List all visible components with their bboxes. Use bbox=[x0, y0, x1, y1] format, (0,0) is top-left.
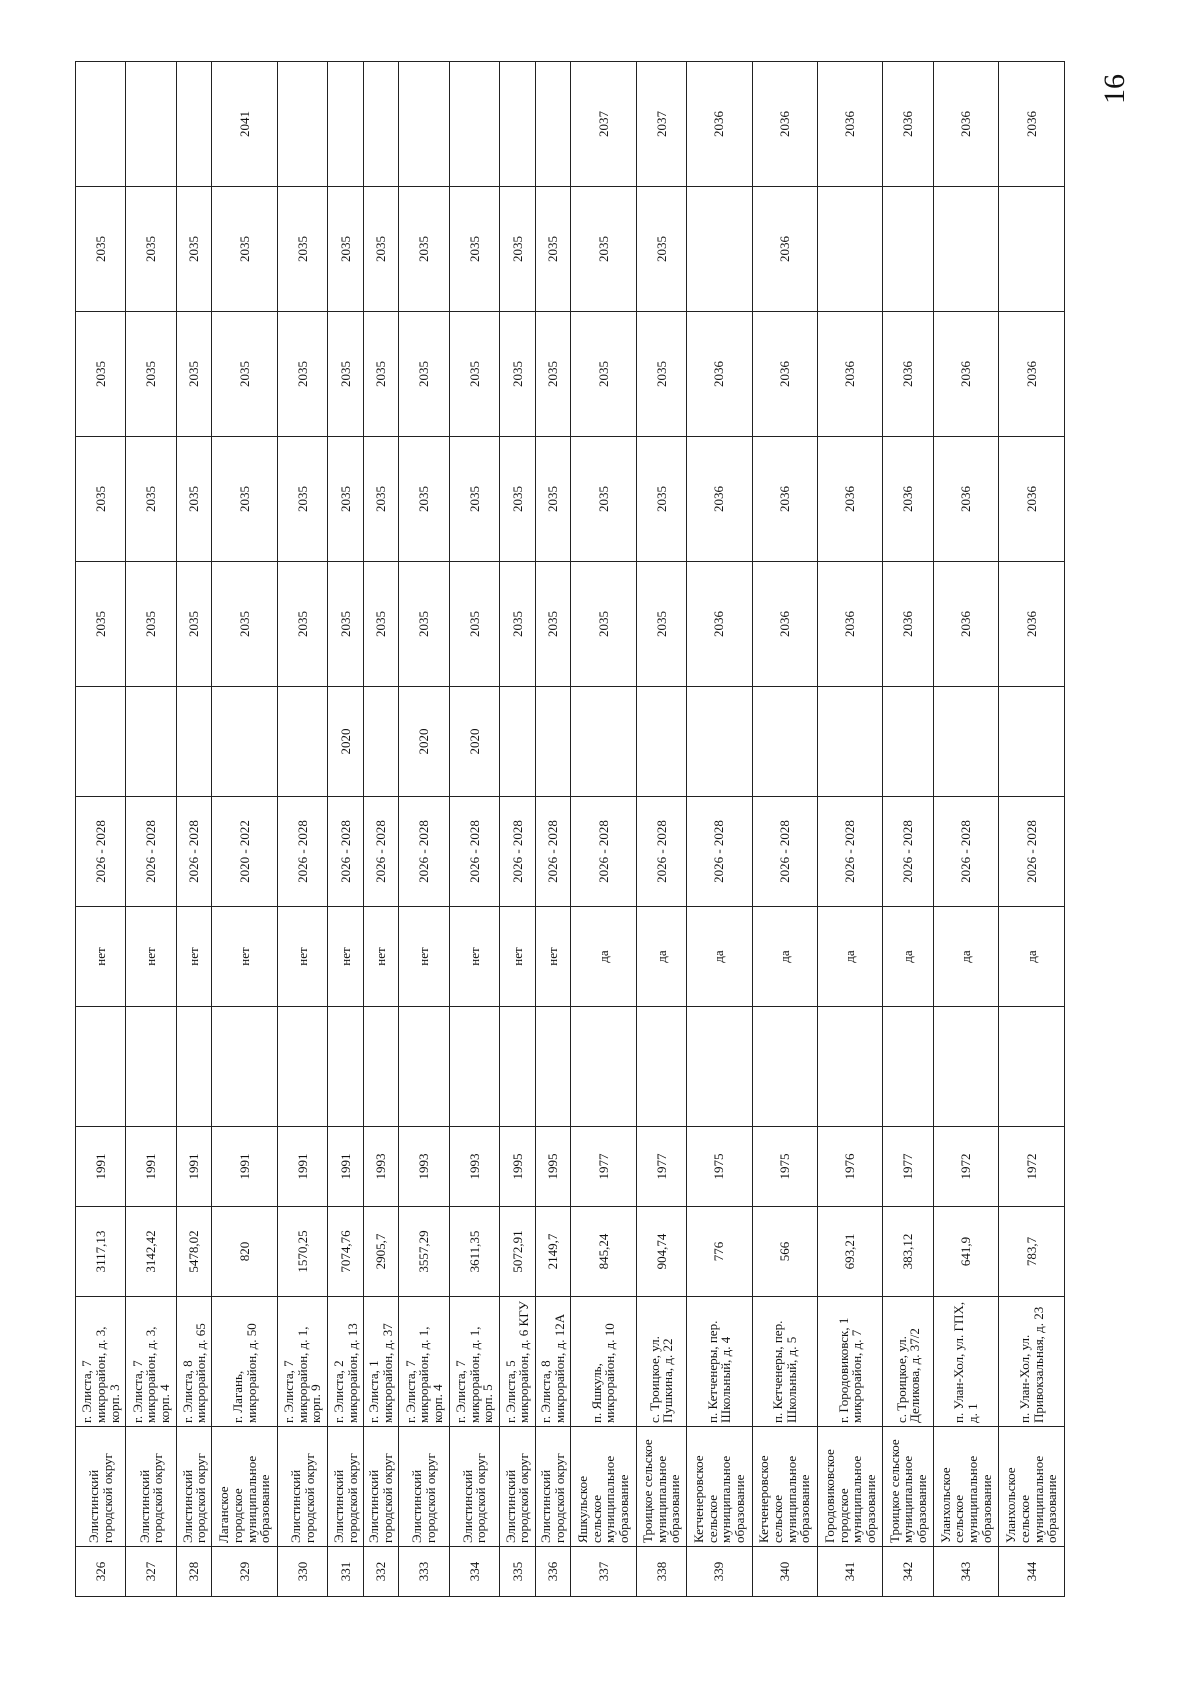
flag-cell: нет bbox=[212, 907, 277, 1007]
plan-year-cell-4: 2035 bbox=[328, 187, 363, 312]
plan-year-cell-4: 2035 bbox=[363, 187, 398, 312]
period-cell: 2026 - 2028 bbox=[449, 797, 499, 907]
row-number: 336 bbox=[535, 1547, 570, 1597]
plan-year-cell-4 bbox=[817, 187, 882, 312]
period-cell: 2026 - 2028 bbox=[883, 797, 933, 907]
period-cell: 2026 - 2028 bbox=[817, 797, 882, 907]
registry-table-container bbox=[75, 62, 1065, 1597]
plan-year-cell-5: 2036 bbox=[817, 62, 882, 187]
plan-year-cell-3: 2035 bbox=[571, 312, 636, 437]
row-number: 334 bbox=[449, 1547, 499, 1597]
construction-year-cell: 1993 bbox=[399, 1127, 449, 1207]
flag-cell: да bbox=[636, 907, 686, 1007]
plan-year-cell-3: 2036 bbox=[817, 312, 882, 437]
plan-year-cell-1: 2036 bbox=[883, 562, 933, 687]
plan-year-cell-1: 2035 bbox=[328, 562, 363, 687]
row-number: 342 bbox=[883, 1547, 933, 1597]
table-row bbox=[933, 62, 998, 1597]
table-row bbox=[752, 62, 817, 1597]
municipality-cell: Троицкое сельское муниципальное образование bbox=[883, 1427, 933, 1547]
construction-year-cell: 1991 bbox=[76, 1127, 126, 1207]
flag-cell: нет bbox=[363, 907, 398, 1007]
year-2020-cell bbox=[212, 687, 277, 797]
plan-year-cell-3: 2035 bbox=[535, 312, 570, 437]
table-row bbox=[883, 62, 933, 1597]
plan-year-cell-5: 2041 bbox=[212, 62, 277, 187]
empty-cell bbox=[571, 1007, 636, 1127]
table-row bbox=[176, 62, 211, 1597]
municipality-cell: Элистинский городской округ bbox=[126, 1427, 176, 1547]
plan-year-cell-5: 2037 bbox=[571, 62, 636, 187]
area-cell: 693,21 bbox=[817, 1207, 882, 1297]
plan-year-cell-2: 2035 bbox=[126, 437, 176, 562]
construction-year-cell: 1995 bbox=[500, 1127, 535, 1207]
municipality-cell: Элистинский городской округ bbox=[277, 1427, 327, 1547]
municipality-cell: Яшкульское сельское муниципальное образование bbox=[571, 1427, 636, 1547]
period-cell: 2026 - 2028 bbox=[328, 797, 363, 907]
flag-cell: нет bbox=[76, 907, 126, 1007]
plan-year-cell-4 bbox=[999, 187, 1065, 312]
plan-year-cell-2: 2035 bbox=[277, 437, 327, 562]
plan-year-cell-2: 2036 bbox=[933, 437, 998, 562]
empty-cell bbox=[126, 1007, 176, 1127]
row-number: 339 bbox=[687, 1547, 752, 1597]
plan-year-cell-1: 2035 bbox=[212, 562, 277, 687]
address-cell: г. Элиста, 7 микрорайон, д. 1, корп. 4 bbox=[399, 1297, 449, 1427]
year-2020-cell bbox=[76, 687, 126, 797]
address-cell: п. Яшкуль, микрорайон, д. 10 bbox=[571, 1297, 636, 1427]
year-2020-cell bbox=[636, 687, 686, 797]
plan-year-cell-3: 2035 bbox=[212, 312, 277, 437]
row-number: 328 bbox=[176, 1547, 211, 1597]
plan-year-cell-2: 2035 bbox=[636, 437, 686, 562]
period-cell: 2026 - 2028 bbox=[687, 797, 752, 907]
municipality-cell: Элистинский городской округ bbox=[399, 1427, 449, 1547]
page-number: 16 bbox=[1098, 74, 1131, 104]
flag-cell: да bbox=[687, 907, 752, 1007]
empty-cell bbox=[176, 1007, 211, 1127]
plan-year-cell-1: 2036 bbox=[933, 562, 998, 687]
period-cell: 2026 - 2028 bbox=[76, 797, 126, 907]
year-2020-cell bbox=[126, 687, 176, 797]
plan-year-cell-2: 2036 bbox=[687, 437, 752, 562]
plan-year-cell-5 bbox=[328, 62, 363, 187]
area-cell: 641,9 bbox=[933, 1207, 998, 1297]
plan-year-cell-3: 2036 bbox=[883, 312, 933, 437]
area-cell: 776 bbox=[687, 1207, 752, 1297]
plan-year-cell-2: 2035 bbox=[399, 437, 449, 562]
area-cell: 5478,02 bbox=[176, 1207, 211, 1297]
plan-year-cell-1: 2036 bbox=[752, 562, 817, 687]
plan-year-cell-2: 2036 bbox=[883, 437, 933, 562]
empty-cell bbox=[933, 1007, 998, 1127]
flag-cell: нет bbox=[535, 907, 570, 1007]
address-cell: г. Элиста, 2 микрорайон, д. 13 bbox=[328, 1297, 363, 1427]
flag-cell: нет bbox=[449, 907, 499, 1007]
period-cell: 2026 - 2028 bbox=[752, 797, 817, 907]
address-cell: п. Кетченеры, пер. Школьный, д. 5 bbox=[752, 1297, 817, 1427]
plan-year-cell-2: 2035 bbox=[176, 437, 211, 562]
area-cell: 7074,76 bbox=[328, 1207, 363, 1297]
period-cell: 2026 - 2028 bbox=[636, 797, 686, 907]
construction-year-cell: 1991 bbox=[328, 1127, 363, 1207]
row-number: 338 bbox=[636, 1547, 686, 1597]
plan-year-cell-5: 2036 bbox=[933, 62, 998, 187]
plan-year-cell-5 bbox=[126, 62, 176, 187]
plan-year-cell-3: 2035 bbox=[449, 312, 499, 437]
row-number: 332 bbox=[363, 1547, 398, 1597]
construction-year-cell: 1977 bbox=[883, 1127, 933, 1207]
period-cell: 2026 - 2028 bbox=[176, 797, 211, 907]
plan-year-cell-2: 2035 bbox=[535, 437, 570, 562]
construction-year-cell: 1993 bbox=[449, 1127, 499, 1207]
empty-cell bbox=[999, 1007, 1065, 1127]
plan-year-cell-1: 2035 bbox=[363, 562, 398, 687]
plan-year-cell-4: 2035 bbox=[636, 187, 686, 312]
plan-year-cell-3: 2035 bbox=[500, 312, 535, 437]
plan-year-cell-3: 2035 bbox=[328, 312, 363, 437]
year-2020-cell bbox=[933, 687, 998, 797]
table-row bbox=[500, 62, 535, 1597]
area-cell: 845,24 bbox=[571, 1207, 636, 1297]
plan-year-cell-5 bbox=[399, 62, 449, 187]
flag-cell: нет bbox=[126, 907, 176, 1007]
construction-year-cell: 1976 bbox=[817, 1127, 882, 1207]
plan-year-cell-4 bbox=[687, 187, 752, 312]
period-cell: 2026 - 2028 bbox=[363, 797, 398, 907]
year-2020-cell bbox=[277, 687, 327, 797]
plan-year-cell-1: 2035 bbox=[399, 562, 449, 687]
empty-cell bbox=[212, 1007, 277, 1127]
plan-year-cell-5: 2036 bbox=[999, 62, 1065, 187]
table-row bbox=[76, 62, 126, 1597]
flag-cell: да bbox=[752, 907, 817, 1007]
table-row bbox=[363, 62, 398, 1597]
row-number: 335 bbox=[500, 1547, 535, 1597]
empty-cell bbox=[277, 1007, 327, 1127]
flag-cell: нет bbox=[277, 907, 327, 1007]
flag-cell: нет bbox=[399, 907, 449, 1007]
plan-year-cell-3: 2036 bbox=[752, 312, 817, 437]
plan-year-cell-2: 2036 bbox=[817, 437, 882, 562]
municipality-cell: Уланхольское сельское муниципальное образование bbox=[933, 1427, 998, 1547]
construction-year-cell: 1977 bbox=[571, 1127, 636, 1207]
construction-year-cell: 1991 bbox=[277, 1127, 327, 1207]
plan-year-cell-5: 2036 bbox=[883, 62, 933, 187]
plan-year-cell-1: 2036 bbox=[687, 562, 752, 687]
period-cell: 2026 - 2028 bbox=[399, 797, 449, 907]
plan-year-cell-4: 2035 bbox=[76, 187, 126, 312]
plan-year-cell-2: 2035 bbox=[328, 437, 363, 562]
empty-cell bbox=[363, 1007, 398, 1127]
row-number: 327 bbox=[126, 1547, 176, 1597]
plan-year-cell-3: 2035 bbox=[277, 312, 327, 437]
year-2020-cell bbox=[817, 687, 882, 797]
construction-year-cell: 1991 bbox=[176, 1127, 211, 1207]
year-2020-cell bbox=[883, 687, 933, 797]
municipality-cell: Элистинский городской округ bbox=[449, 1427, 499, 1547]
plan-year-cell-5 bbox=[449, 62, 499, 187]
construction-year-cell: 1991 bbox=[126, 1127, 176, 1207]
table-row bbox=[535, 62, 570, 1597]
empty-cell bbox=[500, 1007, 535, 1127]
address-cell: п. Улан-Хол, ул. Привокзальная, д. 23 bbox=[999, 1297, 1065, 1427]
municipality-cell: Элистинский городской округ bbox=[328, 1427, 363, 1547]
flag-cell: да bbox=[571, 907, 636, 1007]
address-cell: г. Элиста, 7 микрорайон, д. 3, корп. 4 bbox=[126, 1297, 176, 1427]
empty-cell bbox=[817, 1007, 882, 1127]
empty-cell bbox=[636, 1007, 686, 1127]
plan-year-cell-2: 2036 bbox=[999, 437, 1065, 562]
table-row bbox=[328, 62, 363, 1597]
row-number: 331 bbox=[328, 1547, 363, 1597]
construction-year-cell: 1977 bbox=[636, 1127, 686, 1207]
plan-year-cell-4: 2035 bbox=[535, 187, 570, 312]
plan-year-cell-4: 2036 bbox=[752, 187, 817, 312]
plan-year-cell-3: 2035 bbox=[363, 312, 398, 437]
plan-year-cell-1: 2036 bbox=[817, 562, 882, 687]
flag-cell: да bbox=[933, 907, 998, 1007]
table-row bbox=[126, 62, 176, 1597]
area-cell: 3142,42 bbox=[126, 1207, 176, 1297]
plan-year-cell-3: 2036 bbox=[687, 312, 752, 437]
row-number: 343 bbox=[933, 1547, 998, 1597]
year-2020-cell bbox=[176, 687, 211, 797]
table-row bbox=[636, 62, 686, 1597]
area-cell: 904,74 bbox=[636, 1207, 686, 1297]
table-row bbox=[571, 62, 636, 1597]
year-2020-cell bbox=[500, 687, 535, 797]
plan-year-cell-5 bbox=[363, 62, 398, 187]
municipality-cell: Лаганское городское муниципальное образование bbox=[212, 1427, 277, 1547]
plan-year-cell-2: 2035 bbox=[212, 437, 277, 562]
year-2020-cell bbox=[535, 687, 570, 797]
address-cell: г. Элиста, 5 микрорайон, д. 6 КГУ bbox=[500, 1297, 535, 1427]
plan-year-cell-4: 2035 bbox=[176, 187, 211, 312]
construction-year-cell: 1975 bbox=[687, 1127, 752, 1207]
address-cell: г. Элиста, 1 микрорайон, д. 37 bbox=[363, 1297, 398, 1427]
plan-year-cell-2: 2035 bbox=[363, 437, 398, 562]
municipality-cell: Кетченеровское сельское муниципальное образование bbox=[687, 1427, 752, 1547]
plan-year-cell-1: 2035 bbox=[449, 562, 499, 687]
period-cell: 2026 - 2028 bbox=[277, 797, 327, 907]
plan-year-cell-2: 2036 bbox=[752, 437, 817, 562]
plan-year-cell-1: 2035 bbox=[176, 562, 211, 687]
plan-year-cell-5 bbox=[277, 62, 327, 187]
municipality-cell: Элистинский городской округ bbox=[500, 1427, 535, 1547]
plan-year-cell-5: 2036 bbox=[752, 62, 817, 187]
municipality-cell: Элистинский городской округ bbox=[176, 1427, 211, 1547]
row-number: 344 bbox=[999, 1547, 1065, 1597]
municipality-cell: Элистинский городской округ bbox=[76, 1427, 126, 1547]
plan-year-cell-5: 2036 bbox=[687, 62, 752, 187]
address-cell: п. Кетченеры, пер. Школьный, д. 4 bbox=[687, 1297, 752, 1427]
period-cell: 2020 - 2022 bbox=[212, 797, 277, 907]
plan-year-cell-4: 2035 bbox=[571, 187, 636, 312]
area-cell: 566 bbox=[752, 1207, 817, 1297]
year-2020-cell bbox=[999, 687, 1065, 797]
period-cell: 2026 - 2028 bbox=[500, 797, 535, 907]
municipality-cell: Уланхольское сельское муниципальное образование bbox=[999, 1427, 1065, 1547]
address-cell: г. Элиста, 8 микрорайон, д. 65 bbox=[176, 1297, 211, 1427]
flag-cell: нет bbox=[500, 907, 535, 1007]
plan-year-cell-1: 2035 bbox=[636, 562, 686, 687]
plan-year-cell-1: 2035 bbox=[571, 562, 636, 687]
plan-year-cell-4: 2035 bbox=[500, 187, 535, 312]
year-2020-cell bbox=[363, 687, 398, 797]
construction-year-cell: 1991 bbox=[212, 1127, 277, 1207]
plan-year-cell-5: 2037 bbox=[636, 62, 686, 187]
plan-year-cell-3: 2036 bbox=[933, 312, 998, 437]
municipality-cell: Элистинский городской округ bbox=[363, 1427, 398, 1547]
table-row bbox=[999, 62, 1065, 1597]
plan-year-cell-3: 2035 bbox=[76, 312, 126, 437]
construction-year-cell: 1975 bbox=[752, 1127, 817, 1207]
flag-cell: нет bbox=[328, 907, 363, 1007]
registry-table bbox=[75, 61, 1065, 1597]
year-2020-cell bbox=[687, 687, 752, 797]
period-cell: 2026 - 2028 bbox=[999, 797, 1065, 907]
period-cell: 2026 - 2028 bbox=[571, 797, 636, 907]
plan-year-cell-3: 2035 bbox=[176, 312, 211, 437]
plan-year-cell-3: 2036 bbox=[999, 312, 1065, 437]
area-cell: 5072,91 bbox=[500, 1207, 535, 1297]
table-row bbox=[687, 62, 752, 1597]
address-cell: г. Элиста, 7 микрорайон, д. 3, корп. 3 bbox=[76, 1297, 126, 1427]
plan-year-cell-4: 2035 bbox=[399, 187, 449, 312]
year-2020-cell: 2020 bbox=[328, 687, 363, 797]
construction-year-cell: 1993 bbox=[363, 1127, 398, 1207]
address-cell: г. Лагань, микрорайон, д. 50 bbox=[212, 1297, 277, 1427]
plan-year-cell-1: 2035 bbox=[277, 562, 327, 687]
flag-cell: да bbox=[883, 907, 933, 1007]
plan-year-cell-2: 2035 bbox=[449, 437, 499, 562]
empty-cell bbox=[752, 1007, 817, 1127]
plan-year-cell-2: 2035 bbox=[76, 437, 126, 562]
table-row bbox=[212, 62, 277, 1597]
row-number: 329 bbox=[212, 1547, 277, 1597]
empty-cell bbox=[328, 1007, 363, 1127]
area-cell: 383,12 bbox=[883, 1207, 933, 1297]
row-number: 326 bbox=[76, 1547, 126, 1597]
year-2020-cell: 2020 bbox=[399, 687, 449, 797]
municipality-cell: Троицкое сельское муниципальное образование bbox=[636, 1427, 686, 1547]
plan-year-cell-1: 2036 bbox=[999, 562, 1065, 687]
address-cell: с. Троицкое, ул. Деликова, д. 37/2 bbox=[883, 1297, 933, 1427]
address-cell: с. Троицкое, ул. Пушкина, д. 22 bbox=[636, 1297, 686, 1427]
plan-year-cell-2: 2035 bbox=[500, 437, 535, 562]
plan-year-cell-1: 2035 bbox=[500, 562, 535, 687]
plan-year-cell-3: 2035 bbox=[399, 312, 449, 437]
area-cell: 2905,7 bbox=[363, 1207, 398, 1297]
plan-year-cell-4: 2035 bbox=[277, 187, 327, 312]
year-2020-cell bbox=[752, 687, 817, 797]
plan-year-cell-3: 2035 bbox=[126, 312, 176, 437]
plan-year-cell-4: 2035 bbox=[449, 187, 499, 312]
empty-cell bbox=[399, 1007, 449, 1127]
plan-year-cell-4 bbox=[933, 187, 998, 312]
empty-cell bbox=[535, 1007, 570, 1127]
plan-year-cell-5 bbox=[500, 62, 535, 187]
area-cell: 3557,29 bbox=[399, 1207, 449, 1297]
construction-year-cell: 1972 bbox=[999, 1127, 1065, 1207]
plan-year-cell-1: 2035 bbox=[126, 562, 176, 687]
period-cell: 2026 - 2028 bbox=[933, 797, 998, 907]
year-2020-cell: 2020 bbox=[449, 687, 499, 797]
plan-year-cell-4 bbox=[883, 187, 933, 312]
row-number: 330 bbox=[277, 1547, 327, 1597]
area-cell: 3117,13 bbox=[76, 1207, 126, 1297]
empty-cell bbox=[449, 1007, 499, 1127]
municipality-cell: Элистинский городской округ bbox=[535, 1427, 570, 1547]
plan-year-cell-3: 2035 bbox=[636, 312, 686, 437]
area-cell: 783,7 bbox=[999, 1207, 1065, 1297]
table-row bbox=[277, 62, 327, 1597]
municipality-cell: Кетченеровское сельское муниципальное образование bbox=[752, 1427, 817, 1547]
area-cell: 820 bbox=[212, 1207, 277, 1297]
area-cell: 1570,25 bbox=[277, 1207, 327, 1297]
address-cell: г. Элиста, 7 микрорайон, д. 1, корп. 9 bbox=[277, 1297, 327, 1427]
table-row bbox=[399, 62, 449, 1597]
empty-cell bbox=[687, 1007, 752, 1127]
empty-cell bbox=[76, 1007, 126, 1127]
empty-cell bbox=[883, 1007, 933, 1127]
flag-cell: да bbox=[999, 907, 1065, 1007]
plan-year-cell-1: 2035 bbox=[535, 562, 570, 687]
row-number: 337 bbox=[571, 1547, 636, 1597]
municipality-cell: Городовиковское городское муниципальное образование bbox=[817, 1427, 882, 1547]
period-cell: 2026 - 2028 bbox=[126, 797, 176, 907]
construction-year-cell: 1995 bbox=[535, 1127, 570, 1207]
plan-year-cell-5 bbox=[176, 62, 211, 187]
plan-year-cell-4: 2035 bbox=[126, 187, 176, 312]
address-cell: г. Элиста, 8 микрорайон, д. 12А bbox=[535, 1297, 570, 1427]
table-row bbox=[817, 62, 882, 1597]
flag-cell: нет bbox=[176, 907, 211, 1007]
area-cell: 3611,35 bbox=[449, 1207, 499, 1297]
table-row bbox=[449, 62, 499, 1597]
row-number: 340 bbox=[752, 1547, 817, 1597]
flag-cell: да bbox=[817, 907, 882, 1007]
plan-year-cell-5 bbox=[535, 62, 570, 187]
year-2020-cell bbox=[571, 687, 636, 797]
plan-year-cell-2: 2035 bbox=[571, 437, 636, 562]
period-cell: 2026 - 2028 bbox=[535, 797, 570, 907]
area-cell: 2149,7 bbox=[535, 1207, 570, 1297]
plan-year-cell-1: 2035 bbox=[76, 562, 126, 687]
plan-year-cell-4: 2035 bbox=[212, 187, 277, 312]
row-number: 341 bbox=[817, 1547, 882, 1597]
address-cell: п. Улан-Хол, ул. ГПХ, д. 1 bbox=[933, 1297, 998, 1427]
address-cell: г. Городовиковск, 1 микрорайон, д. 7 bbox=[817, 1297, 882, 1427]
address-cell: г. Элиста, 7 микрорайон, д. 1, корп. 5 bbox=[449, 1297, 499, 1427]
construction-year-cell: 1972 bbox=[933, 1127, 998, 1207]
plan-year-cell-5 bbox=[76, 62, 126, 187]
row-number: 333 bbox=[399, 1547, 449, 1597]
